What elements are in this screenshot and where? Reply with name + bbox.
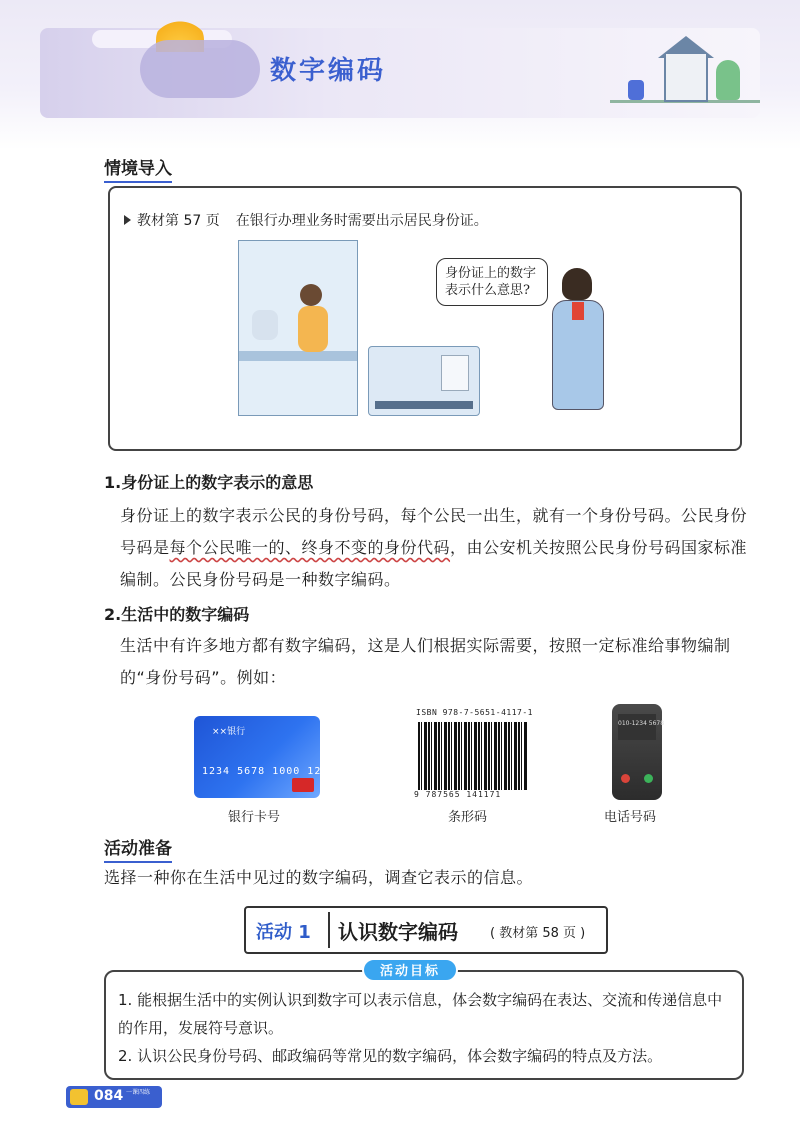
speech-line-1: 身份证上的数字	[445, 266, 537, 281]
customer-figure	[298, 306, 328, 352]
section-heading-prep: 活动准备	[104, 834, 172, 863]
bank-card-caption: 银行卡号	[228, 810, 281, 825]
goal-item-1: 1. 能根据生活中的实例认识到数字可以表示信息，体会数字编码在表达、交流和传递信息中的作用，发展符号意识。	[118, 991, 723, 1037]
point-2-paragraph: 生活中有许多地方都有数字编码，这是人们根据实际需要，按照一定标准给事物编制的“身份号码”。例如：	[120, 636, 731, 687]
point-2-heading: 2.生活中的数字编码	[104, 605, 250, 624]
goal-item-2: 2. 认识公民身份号码、邮政编码等常见的数字编码，体会数字编码的特点及方法。	[118, 1047, 663, 1065]
section-heading-intro: 情境导入	[104, 154, 172, 183]
red-scarf	[572, 302, 584, 320]
clerk-figure	[252, 310, 278, 340]
bank-card-name: ××银行	[212, 727, 246, 737]
phone-screen	[618, 714, 665, 740]
robot-icon	[628, 80, 644, 100]
tree-icon	[716, 60, 740, 100]
isbn-text: ISBN 978-7-5651-4117-1	[416, 708, 533, 717]
triangle-bullet-icon	[124, 215, 131, 225]
phone-caption: 电话号码	[604, 810, 657, 825]
hang-up-icon	[621, 774, 630, 783]
goal-tag: 活动目标	[362, 958, 458, 982]
activity-ref: ( 教材第 58 页 )	[490, 926, 586, 941]
id-number-strip	[375, 401, 473, 409]
barcode-digits: 9 787565 141171	[414, 790, 502, 799]
page-number: 084	[94, 1088, 124, 1104]
activity-label-box	[250, 912, 330, 948]
activity-goals-box	[104, 964, 744, 1080]
page-number-badge	[66, 1086, 162, 1108]
point-1-paragraph	[120, 500, 752, 596]
phone-display-number: 010-1234 5678	[618, 720, 665, 727]
barcode-caption: 条形码	[448, 810, 488, 825]
unionpay-logo-icon	[292, 778, 314, 792]
point-1-text-underlined: 每个公民唯一的、终身不变的身份代码	[169, 538, 451, 557]
house-icon	[664, 54, 708, 102]
header-banner	[0, 0, 800, 150]
intro-line	[124, 210, 488, 230]
phone-image	[612, 704, 665, 800]
speech-line-2: 表示什么意思?	[445, 283, 530, 298]
activity-title: 认识数字编码	[338, 920, 458, 944]
bank-card-number: 1234 5678 1000 1234	[202, 766, 336, 777]
point-1-text-a: 身份证上的数字表示公民的身份号码，每个公民一出生，就有一个身份号码。公民身份号码是	[120, 506, 748, 557]
id-photo	[441, 355, 469, 391]
counter-desk	[239, 351, 357, 361]
intro-text: 在银行办理业务时需要出示居民身份证。	[235, 213, 488, 229]
mascot-icon	[70, 1089, 88, 1105]
barcode-image	[414, 708, 532, 802]
id-card-illustration	[368, 346, 480, 416]
speech-bubble	[436, 258, 548, 306]
girl-head	[562, 268, 592, 300]
point-1-heading: 1.身份证上的数字表示的意思	[104, 473, 314, 492]
point-1-text-b: ，由公安机关按照公民身份号码国家标准编制。公民身份号码是一种数字编码。	[120, 538, 748, 589]
textbook-ref: 教材第 57 页	[137, 213, 220, 229]
series-name: 一课四练	[126, 1089, 151, 1096]
bank-card-image	[194, 716, 336, 798]
activity-title-box	[244, 906, 608, 954]
prep-text: 选择一种你在生活中见过的数字编码，调查它表示的信息。	[104, 868, 534, 887]
page-title: 数字编码	[270, 56, 387, 86]
barcode-bars	[418, 722, 528, 790]
intro-box	[108, 186, 742, 451]
customer-head	[300, 284, 322, 306]
activity-label: 活动 1	[256, 922, 311, 943]
call-icon	[644, 774, 653, 783]
title-pill-decoration	[140, 40, 260, 98]
